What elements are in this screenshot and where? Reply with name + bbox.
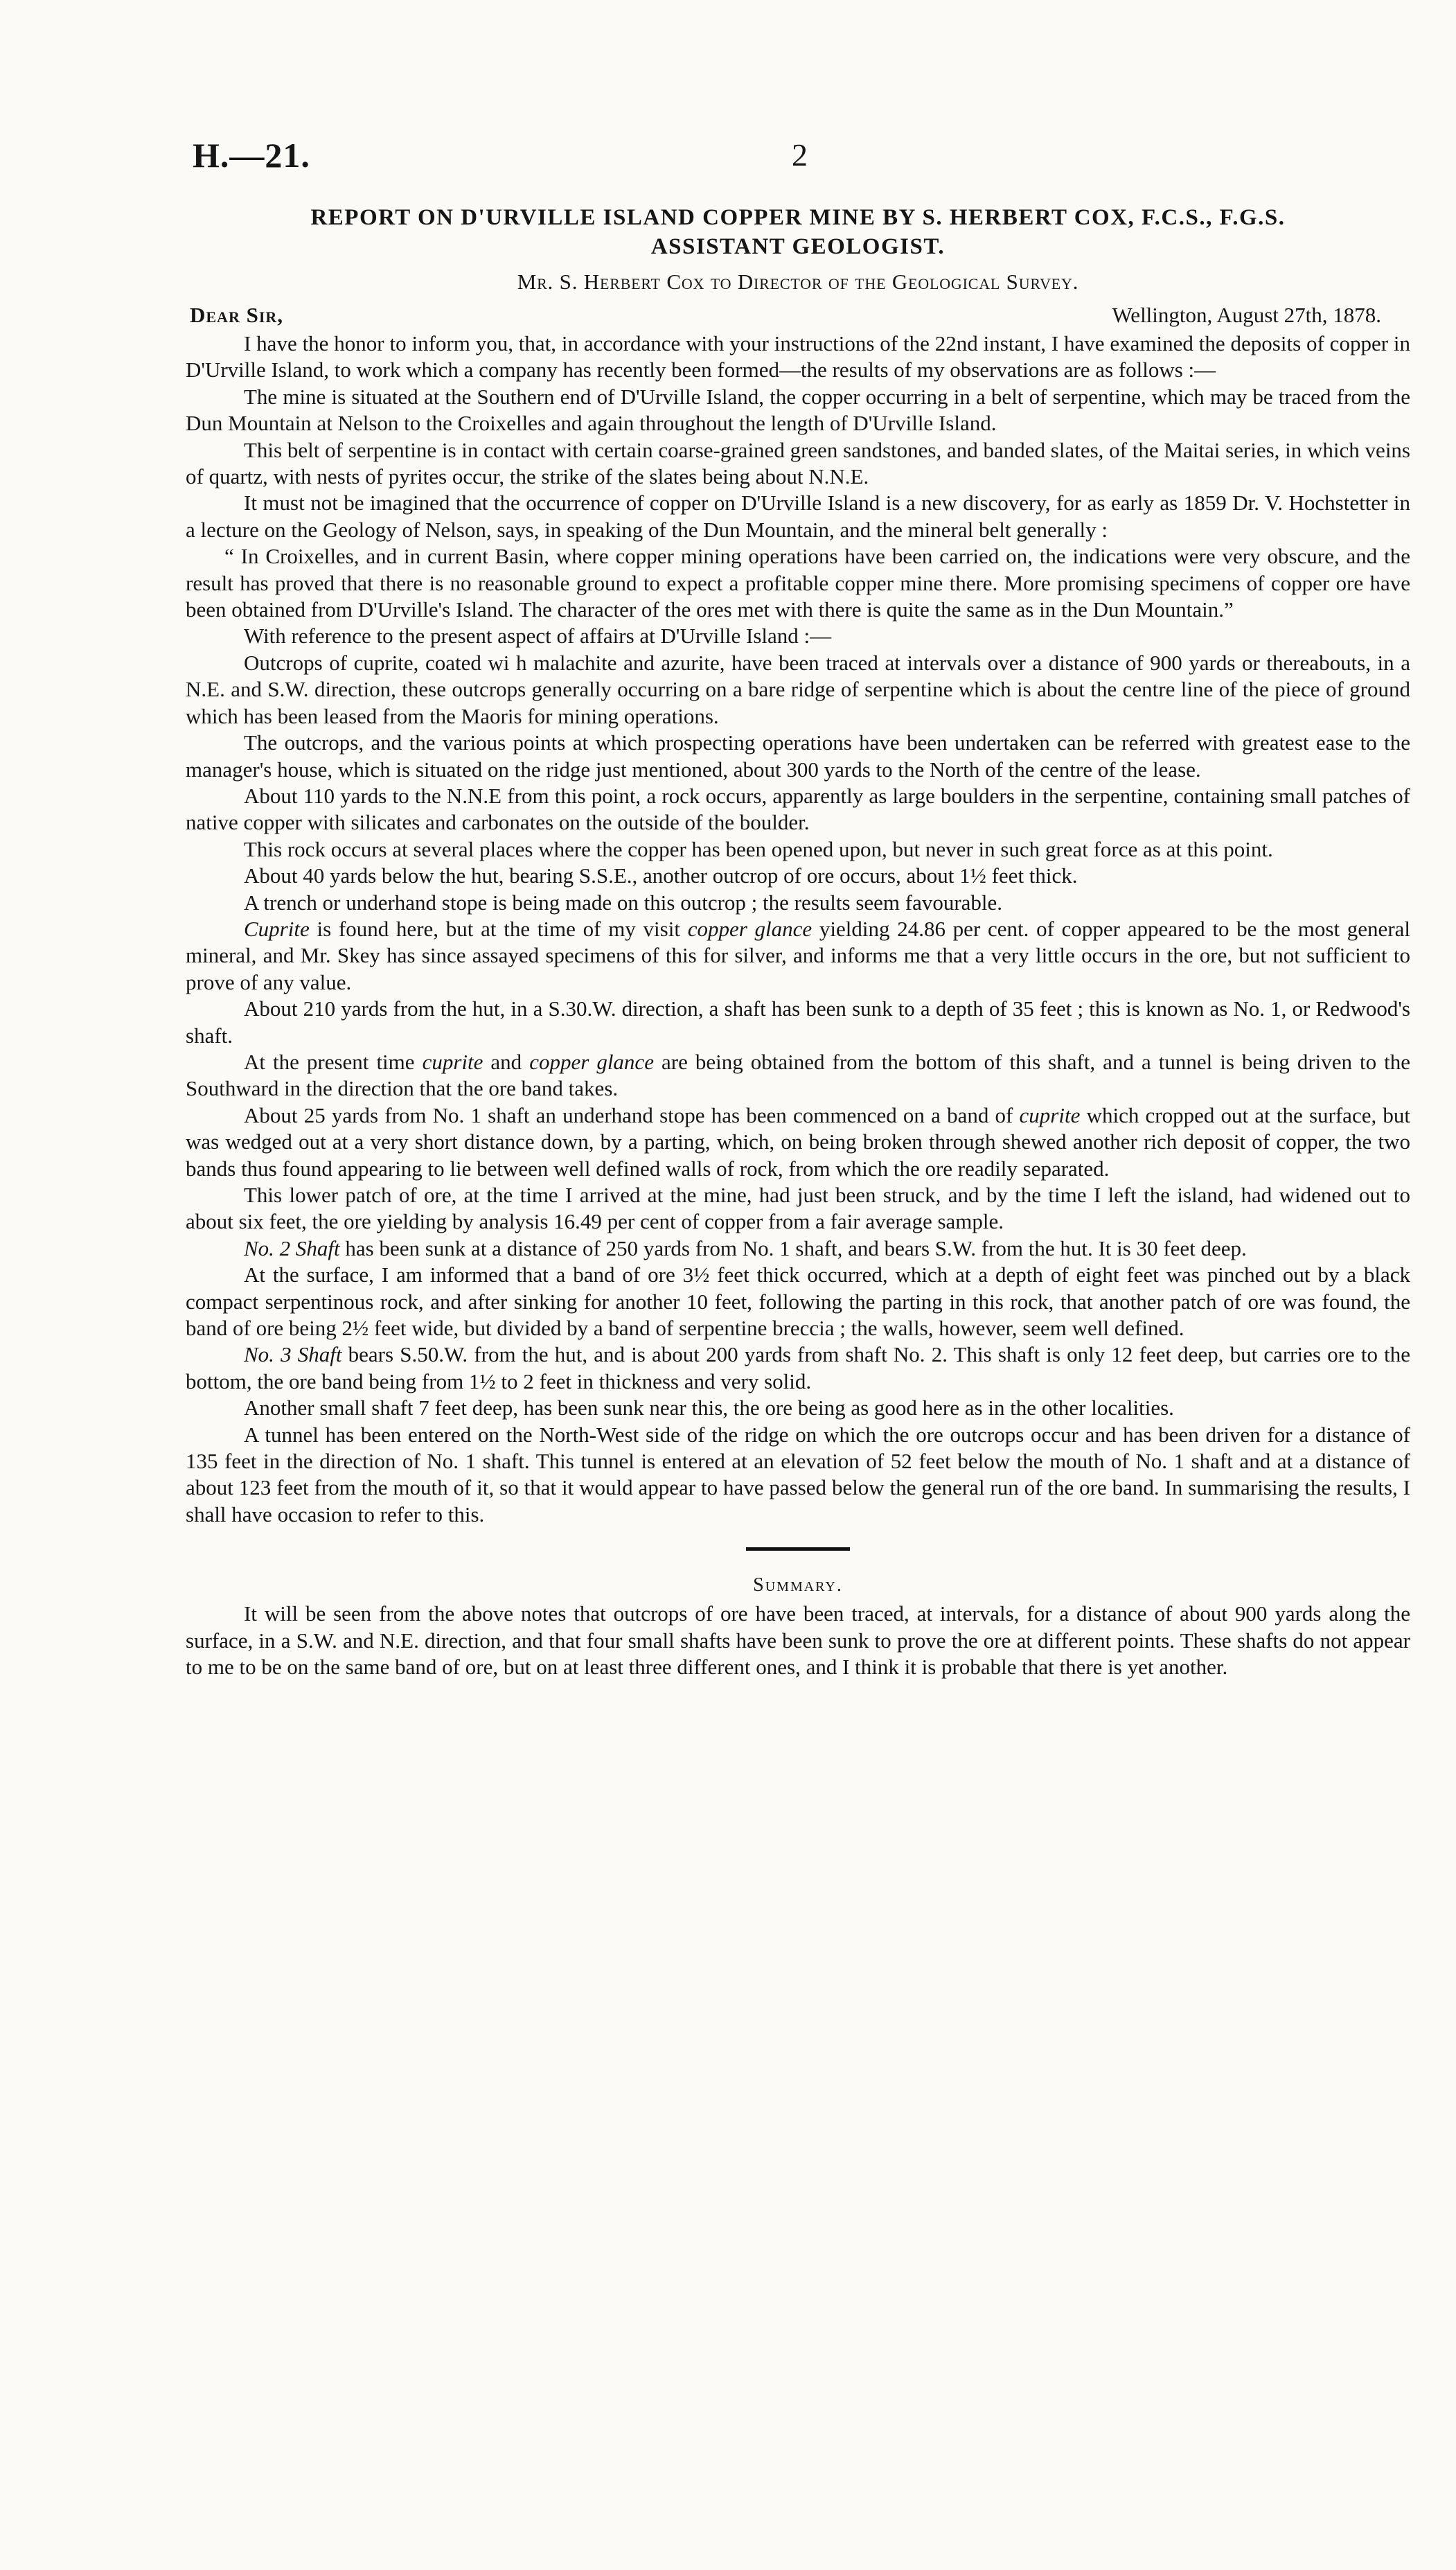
paragraph xyxy=(186,916,1410,996)
paragraph-text: has been sunk at a distance of 250 yards from No. 1 shaft, and bears S.W. from the hut. It is 30 feet deep. xyxy=(345,1235,1247,1260)
paragraph: With reference to the present aspect of affairs at D'Urville Island :— xyxy=(244,624,832,649)
paragraph-text: bears S.50.W. from the hut, and is about 200 yards from shaft No. 2. This shaft is only 12 feet deep, but carries ore to the bottom, the ore band being from 1½ to 2 feet in thickness and very solid. xyxy=(186,1342,1411,1393)
paragraph-text: yielding 24.86 per cent. of copper appeared to be the most general mineral, and Mr. Skey has since assayed specimens of this for silver, and informs me that a very little occurs in the ore, but not sufficient to prove of any value. xyxy=(186,916,1411,994)
section-divider xyxy=(746,1547,850,1551)
page-header xyxy=(186,135,1410,184)
paragraph-text: is found here, but at the time of my visit xyxy=(317,916,680,941)
paragraph xyxy=(186,1341,1410,1395)
paragraph: The outcrops, and the various points at which prospecting operations have been undertaken can be referred with greatest ease to the manager's house, which is situated on the ridge just mentioned, about 300 yards to the North of the centre of the lease. xyxy=(186,730,1410,782)
italic-term: copper glance xyxy=(529,1049,654,1074)
italic-term: copper glance xyxy=(687,916,813,941)
paragraph: It must not be imagined that the occurrence of copper on D'Urville Island is a new discovery, for as early as 1859 Dr. V. Hochstetter in a lecture on the Geology of Nelson, says, in speaking of the Dun Mountain, and the mineral belt generally : xyxy=(186,491,1410,542)
paragraph: About 210 yards from the hut, in a S.30.W. direction, a shaft has been sunk to a depth of 35 feet ; this is known as No. 1, or Redwood's shaft. xyxy=(186,996,1410,1048)
italic-term: No. 3 Shaft xyxy=(244,1342,342,1367)
italic-term: No. 2 Shaft xyxy=(244,1235,340,1260)
letter-body xyxy=(186,331,1410,1528)
summary-paragraph: It will be seen from the above notes that outcrops of ore have been traced, at intervals, for a distance of about 900 yards along the surface, in a S.W. and N.E. direction, and that four small shafts have been sunk to prove the ore at different points. These shafts do not appear to me to be on the same band of ore, but on at least three different ones, and I think it is probable that there is yet another. xyxy=(186,1601,1410,1680)
italic-term: Cuprite xyxy=(244,916,310,941)
title-line-1: REPORT ON D'URVILLE ISLAND COPPER MINE BY S. HERBERT COX, F.C.S., F.G.S. xyxy=(310,205,1286,230)
paragraph: About 110 yards to the N.N.E from this point, a rock occurs, apparently as large boulders in the serpentine, containing small patches of native copper with silicates and carbonates on the outside of the boulder. xyxy=(186,783,1410,835)
document-page xyxy=(186,135,1410,1681)
paragraph: Another small shaft 7 feet deep, has been sunk near this, the ore being as good here as in the other localities. xyxy=(244,1396,1174,1420)
paragraph-text: which cropped out at the surface, but was wedged out at a very short distance down, by a parting, which, on being broken through shewed another rich deposit of copper, the two bands thus found appearing to lie between well defined walls of rock, from which the ore readily separated. xyxy=(186,1102,1411,1181)
paragraph: About 40 yards below the hut, bearing S.S.E., another outcrop of ore occurs, about 1½ feet thick. xyxy=(244,863,1078,888)
paragraph-text: and xyxy=(490,1049,522,1074)
paragraph: I have the honor to inform you, that, in accordance with your instructions of the 22nd instant, I have examined the deposits of copper in D'Urville Island, to work which a company has recently been formed—the results of my observations are as follows :— xyxy=(186,331,1410,382)
paragraph: This lower patch of ore, at the time I arrived at the mine, had just been struck, and by the time I left the island, had widened out to about six feet, the ore yielding by analysis 16.49 per cent of copper from a fair average sample. xyxy=(186,1183,1410,1234)
paragraph: Outcrops of cuprite, coated wi h malachite and azurite, have been traced at intervals over a distance of 900 yards or thereabouts, in a N.E. and S.W. direction, these outcrops generally occurring on a bare ridge of serpentine which is about the centre line of the piece of ground which has been leased from the Maoris for mining operations. xyxy=(186,650,1410,728)
paragraph: The mine is situated at the Southern end of D'Urville Island, the copper occurring in a belt of serpentine, which may be traced from the Dun Mountain at Nelson to the Croixelles and again throughout the length of D'Urville Island. xyxy=(186,384,1410,436)
salutation: Dear Sir, xyxy=(190,303,284,327)
paragraph: This rock occurs at several places where the copper has been opened upon, but never in such great force as at this point. xyxy=(244,836,1273,861)
page-number: 2 xyxy=(792,137,808,173)
title-line-2: ASSISTANT GEOLOGIST. xyxy=(650,234,945,259)
paragraph-text: At the present time xyxy=(244,1049,415,1074)
summary-section xyxy=(186,1601,1410,1680)
letter-subheading: Mr. S. Herbert Cox to Director of the Geological Survey. xyxy=(517,270,1079,294)
summary-heading: Summary. xyxy=(753,1574,843,1596)
paragraph: A trench or underhand stope is being made on this outcrop ; the results seem favourable. xyxy=(244,890,1003,915)
paragraph: At the surface, I am informed that a band of ore 3½ feet thick occurred, which at a depth of eight feet was pinched out by a black compact serpentinous rock, and after sinking for another 10 feet, following the parting in this rock, that another patch of ore was found, the band of ore being 2½ feet wide, but divided by a band of serpentine breccia ; the walls, however, seem well defined. xyxy=(186,1262,1410,1341)
report-title xyxy=(186,203,1410,261)
paragraph xyxy=(186,1102,1410,1182)
paragraph-text: are being obtained from the bottom of this shaft, and a tunnel is being driven to the Southward in the direction that the ore band takes. xyxy=(186,1049,1411,1101)
paragraph xyxy=(186,1049,1410,1102)
paragraph: This belt of serpentine is in contact with certain coarse-grained green sandstones, and banded slates, of the Maitai series, in which veins of quartz, with nests of pyrites occur, the strike of the slates being about N.N.E. xyxy=(186,437,1410,489)
dateline: Wellington, August 27th, 1878. xyxy=(1112,303,1381,327)
salutation-row xyxy=(186,303,1410,331)
paragraph-text: About 25 yards from No. 1 shaft an underhand stope has been commenced on a band of xyxy=(244,1102,1013,1127)
italic-term: cuprite xyxy=(422,1049,483,1074)
document-reference: H.—21. xyxy=(193,136,310,175)
italic-term: cuprite xyxy=(1019,1102,1081,1127)
paragraph: A tunnel has been entered on the North-West side of the ridge on which the ore outcrops occur and has been driven for a distance of 135 feet in the direction of No. 1 shaft. This tunnel is entered at an elevation of 52 feet below the mouth of No. 1 shaft and at a distance of about 123 feet from the mouth of it, so that it would appear to have passed below the general run of the ore band. In summarising the results, I shall have occasion to refer to this. xyxy=(186,1422,1410,1526)
paragraph xyxy=(186,1235,1410,1262)
quoted-paragraph: “ In Croixelles, and in current Basin, where copper mining operations have been carried on, the indications were very obscure, and the result has proved that there is no reasonable ground to expect a profitable copper mine there. More promising specimens of copper ore have been obtained from D'Urville's Island. The character of the ores met with there is quite the same as in the Dun Mountain.” xyxy=(186,544,1410,622)
